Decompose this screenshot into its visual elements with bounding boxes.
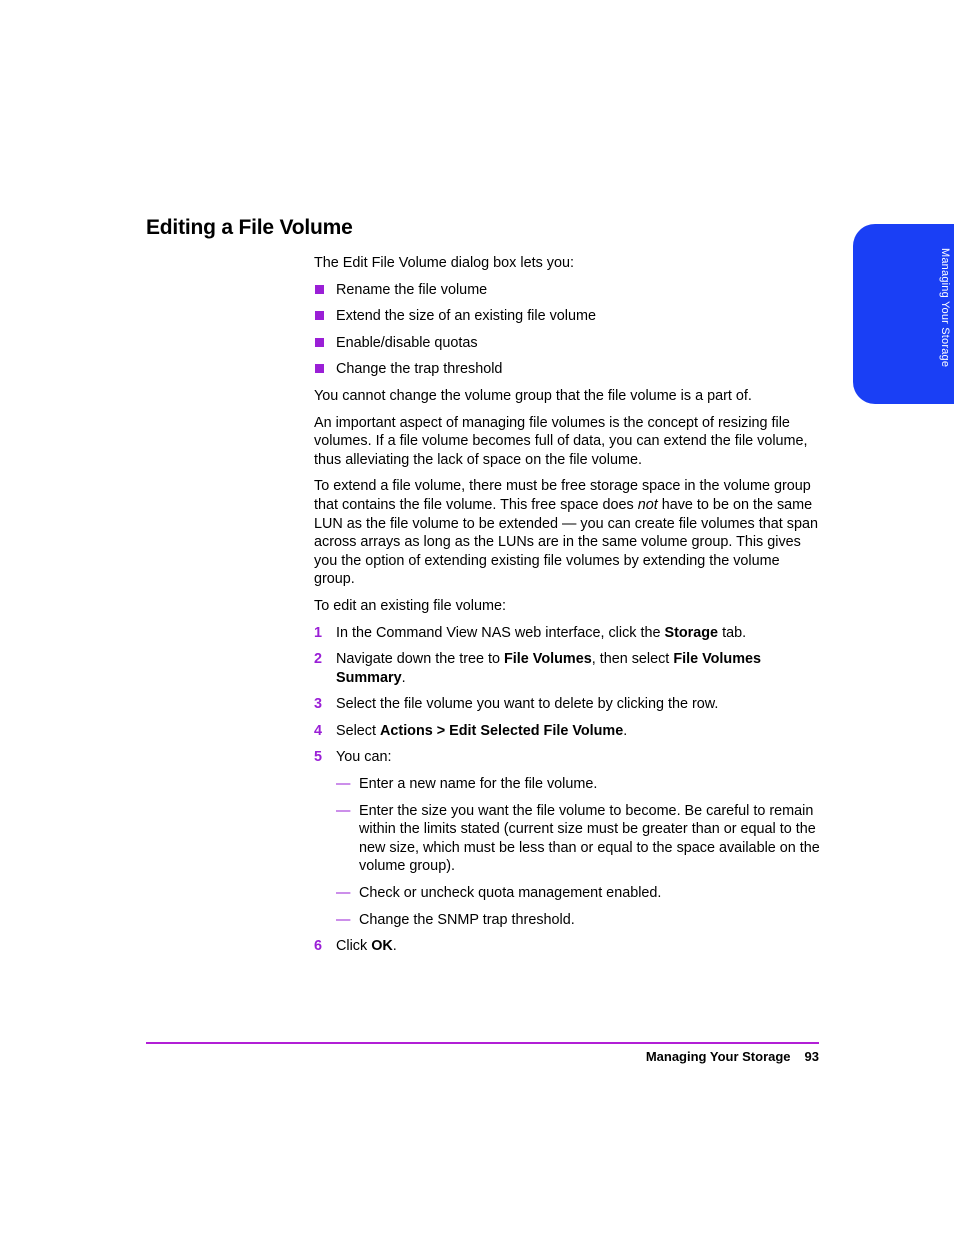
ui-term: OK bbox=[371, 938, 393, 955]
dash-marker: — bbox=[336, 885, 351, 902]
square-bullet-icon bbox=[315, 364, 324, 373]
ui-term: File Volumes bbox=[504, 651, 592, 668]
bullet-item: Change the trap threshold bbox=[314, 360, 820, 379]
paragraph-resizing: An important aspect of managing file volumes is the concept of resizing file volumes. If a file volume becomes full of data, you can extend the file volume, thus alleviating the lack of space on the file volume. bbox=[314, 414, 808, 468]
substep-item: — Check or uncheck quota management enabled. bbox=[336, 885, 662, 902]
step-item: 3 Select the file volume you want to delete by clicking the row. bbox=[314, 696, 719, 713]
substep-item: — Change the SNMP trap threshold. bbox=[336, 911, 575, 928]
step-number: 4 bbox=[314, 722, 323, 739]
bullet-item: Rename the file volume bbox=[314, 281, 820, 300]
paragraph-extending: To extend a file volume, there must be free storage space in the volume group that contains the file volume. This free space does not have to be on the same LUN as the file volume to be extended — you can create file volumes that span across arrays as long as the LUNs are in the same volume group. This gives you the option of extending existing file volumes by extending the volume group. bbox=[314, 478, 818, 588]
dash-marker: — bbox=[336, 911, 351, 928]
substep-item: — Enter the size you want the file volume to become. Be careful to remain within the limits stated (current size must be greater than or equal to the new size, which must be less than or equal to the space available on the volume group). bbox=[336, 802, 820, 875]
section-body bbox=[314, 254, 820, 964]
step-item: 2 Navigate down the tree to File Volumes, then select File Volumes Summary. bbox=[314, 651, 762, 686]
square-bullet-icon bbox=[315, 311, 324, 320]
intro-paragraph: The Edit File Volume dialog box lets you: bbox=[314, 255, 574, 271]
step-item: 5 You can: bbox=[314, 749, 392, 766]
bullet-item: Enable/disable quotas bbox=[314, 334, 820, 353]
step-number: 6 bbox=[314, 938, 323, 955]
step-number: 3 bbox=[314, 696, 323, 713]
chapter-side-tab-label: Managing Your Storage bbox=[939, 248, 951, 368]
square-bullet-icon bbox=[315, 285, 324, 294]
step-number: 1 bbox=[314, 624, 323, 641]
ui-term: Actions > Edit Selected File Volume bbox=[380, 722, 624, 739]
step-number: 2 bbox=[314, 651, 323, 668]
dash-marker: — bbox=[336, 776, 351, 793]
emphasis-not: not bbox=[637, 496, 658, 513]
step-item: 6 Click OK. bbox=[314, 938, 397, 955]
substep-item: — Enter a new name for the file volume. bbox=[336, 776, 598, 793]
procedure-intro: To edit an existing file volume: bbox=[314, 597, 506, 614]
bullet-item: Extend the size of an existing file volume bbox=[314, 307, 820, 326]
page-footer bbox=[146, 1049, 819, 1064]
chapter-side-tab bbox=[853, 224, 954, 404]
section-title: Editing a File Volume bbox=[146, 216, 353, 239]
page-number: 93 bbox=[804, 1049, 819, 1064]
step-number: 5 bbox=[314, 749, 323, 766]
step-item: 1 In the Command View NAS web interface, click the Storage tab. bbox=[314, 624, 747, 641]
dash-marker: — bbox=[336, 802, 351, 819]
paragraph-volume-group: You cannot change the volume group that the file volume is a part of. bbox=[314, 387, 752, 404]
step-item: 4 Select Actions > Edit Selected File Volume. bbox=[314, 722, 628, 739]
ui-term: Storage bbox=[664, 624, 719, 641]
footer-section-title: Managing Your Storage bbox=[645, 1049, 791, 1064]
footer-divider bbox=[146, 1042, 819, 1044]
square-bullet-icon bbox=[315, 338, 324, 347]
ui-term: File Volumes Summary bbox=[336, 651, 762, 686]
